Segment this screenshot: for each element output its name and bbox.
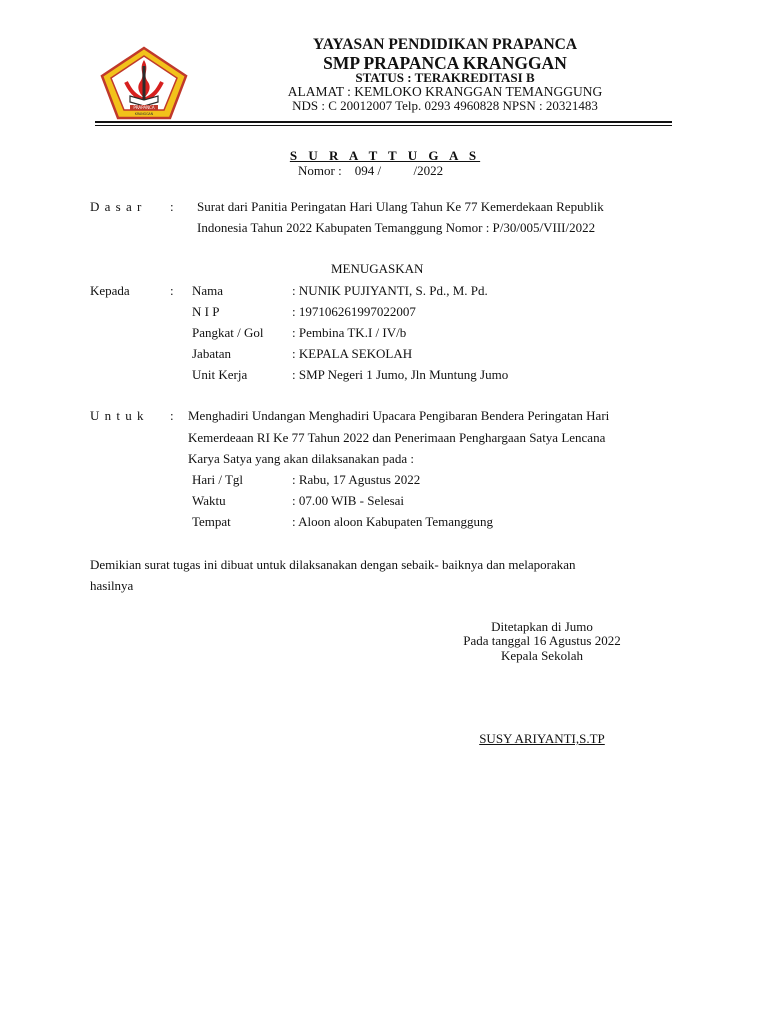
signature-date: Pada tanggal 16 Agustus 2022	[463, 633, 621, 648]
signature-position: Kepala Sekolah	[501, 648, 583, 663]
field-label-pangkat: Pangkat / Gol	[192, 325, 264, 340]
field-label-hari: Hari / Tgl	[192, 472, 244, 487]
untuk-label: U n t u k	[90, 408, 145, 423]
field-value-nip: : 197106261997022007	[292, 304, 416, 319]
untuk-line: Kemerdeaan RI Ke 77 Tahun 2022 dan Penerimaan Penghargaan Satya Lencana	[188, 430, 606, 445]
field-value-tempat: : Aloon aloon Kabupaten Temanggung	[292, 514, 494, 529]
field-label-jabatan: Jabatan	[192, 346, 231, 361]
untuk-colon: :	[170, 408, 174, 423]
dasar-colon: :	[170, 199, 174, 214]
untuk-line: Karya Satya yang akan dilaksanakan pada :	[188, 451, 414, 466]
field-value-nama: : NUNIK PUJIYANTI, S. Pd., M. Pd.	[292, 283, 488, 298]
field-label-nama: Nama	[192, 283, 224, 298]
field-value-unit-kerja: : SMP Negeri 1 Jumo, Jln Muntung Jumo	[292, 367, 509, 382]
school-logo	[100, 46, 188, 120]
field-value-pangkat: : Pembina TK.I / IV/b	[292, 325, 407, 340]
closing-line: Demikian surat tugas ini dibuat untuk dilaksanakan dengan sebaik- baiknya dan melaporakan	[90, 557, 576, 572]
closing-line: hasilnya	[90, 578, 134, 593]
school-contacts: NDS : C 20012007 Telp. 0293 4960828 NPSN : 20321483	[292, 98, 598, 113]
field-label-unit-kerja: Unit Kerja	[192, 367, 248, 382]
letter-number: Nomor : 094 / /2022	[298, 163, 444, 178]
header-rule-thin	[95, 125, 672, 126]
logo-subtext: KRANGGAN	[134, 112, 154, 116]
foundation-name: YAYASAN PENDIDIKAN PRAPANCA	[312, 36, 578, 53]
dasar-line: Surat dari Panitia Peringatan Hari Ulang Tahun Ke 77 Kemerdekaan Republik	[197, 199, 604, 214]
dasar-line: Indonesia Tahun 2022 Kabupaten Temanggung Nomor : P/30/005/VIII/2022	[197, 220, 596, 235]
field-label-nip: N I P	[192, 304, 220, 319]
field-label-waktu: Waktu	[192, 493, 226, 508]
signatory-name: SUSY ARIYANTI,S.TP	[479, 731, 605, 746]
school-name: SMP PRAPANCA KRANGGAN	[323, 53, 567, 73]
kepada-label: Kepada	[90, 283, 130, 298]
kepada-colon: :	[170, 283, 174, 298]
menugaskan-heading: MENUGASKAN	[331, 261, 424, 276]
field-label-tempat: Tempat	[192, 514, 231, 529]
dasar-label: D a s a r	[90, 199, 143, 214]
untuk-line: Menghadiri Undangan Menghadiri Upacara Pengibaran Bendera Peringatan Hari	[188, 408, 610, 423]
field-value-jabatan: : KEPALA SEKOLAH	[292, 346, 413, 361]
header-rule-thick	[95, 121, 672, 123]
accreditation-status: STATUS : TERAKREDITASI B	[355, 70, 535, 85]
school-address: ALAMAT : KEMLOKO KRANGGAN TEMANGGUNG	[287, 84, 603, 99]
field-value-hari: : Rabu, 17 Agustus 2022	[292, 472, 421, 487]
letter-title: S U R A T T U G A S	[289, 148, 481, 163]
signature-place: Ditetapkan di Jumo	[491, 619, 593, 634]
logo-text: PRAPANCA	[133, 105, 155, 110]
field-value-waktu: : 07.00 WIB - Selesai	[292, 493, 405, 508]
